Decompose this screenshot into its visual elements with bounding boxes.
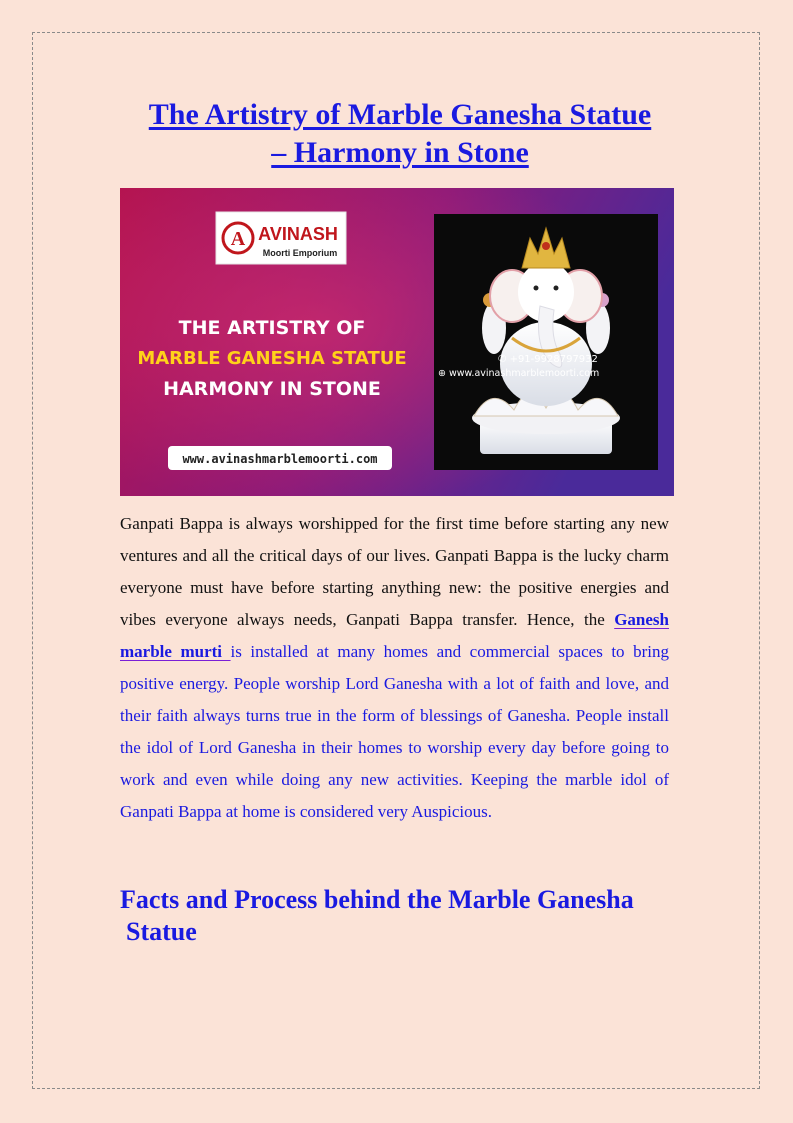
logo-subtitle: Moorti Emporium xyxy=(262,248,338,258)
paragraph-part-2: is installed at many homes and commercial spaces to bring positive energy. People worship Lord Ganesha with a lot of faith and love, and their faith always turns true in the form of blessings of Ganesha. People install the idol of Lord Ganesha in their homes to worship every day before going to work and even while doing any new activities. Keeping the marble idol of Ganpati Bappa at home is considered very Auspicious. xyxy=(120,642,669,821)
page-title xyxy=(110,96,690,172)
brand-logo xyxy=(216,212,346,264)
paragraph-part-1: Ganpati Bappa is always worshipped for the first time before starting any new ventures and all the critical days of our lives. Ganpati Bappa is the lucky charm everyone must have before starting anything new: the positive energies and vibes everyone always needs, Ganpati Bappa transfer. Hence, the xyxy=(120,514,669,629)
phone-text: ✆ +91-9928797932 xyxy=(498,354,598,365)
website-pill-text: www.avinashmarblemoorti.com xyxy=(182,452,378,466)
banner-headline-3: HARMONY IN STONE xyxy=(163,378,381,400)
ganesh-marble-murti-link[interactable]: Ganesh marble murti xyxy=(120,610,669,661)
logo-letter: A xyxy=(230,228,246,250)
banner-image xyxy=(120,188,674,496)
ganesha-photo xyxy=(434,214,658,470)
title-line-2: – Harmony in Stone xyxy=(271,136,529,169)
logo-name: AVINASH xyxy=(258,224,338,244)
section-heading-line-1: Facts and Process behind the Marble Ganesha xyxy=(120,885,634,914)
intro-paragraph xyxy=(120,508,669,828)
banner-headline-1: THE ARTISTRY OF xyxy=(178,317,366,339)
section-heading xyxy=(120,884,680,948)
section-heading-line-2: Statue xyxy=(126,917,197,946)
title-line-1: The Artistry of Marble Ganesha Statue xyxy=(148,98,652,131)
photo-website-text: ⊕ www.avinashmarblemoorti.com xyxy=(438,368,600,379)
banner-headline-2: MARBLE GANESHA STATUE xyxy=(137,348,407,369)
